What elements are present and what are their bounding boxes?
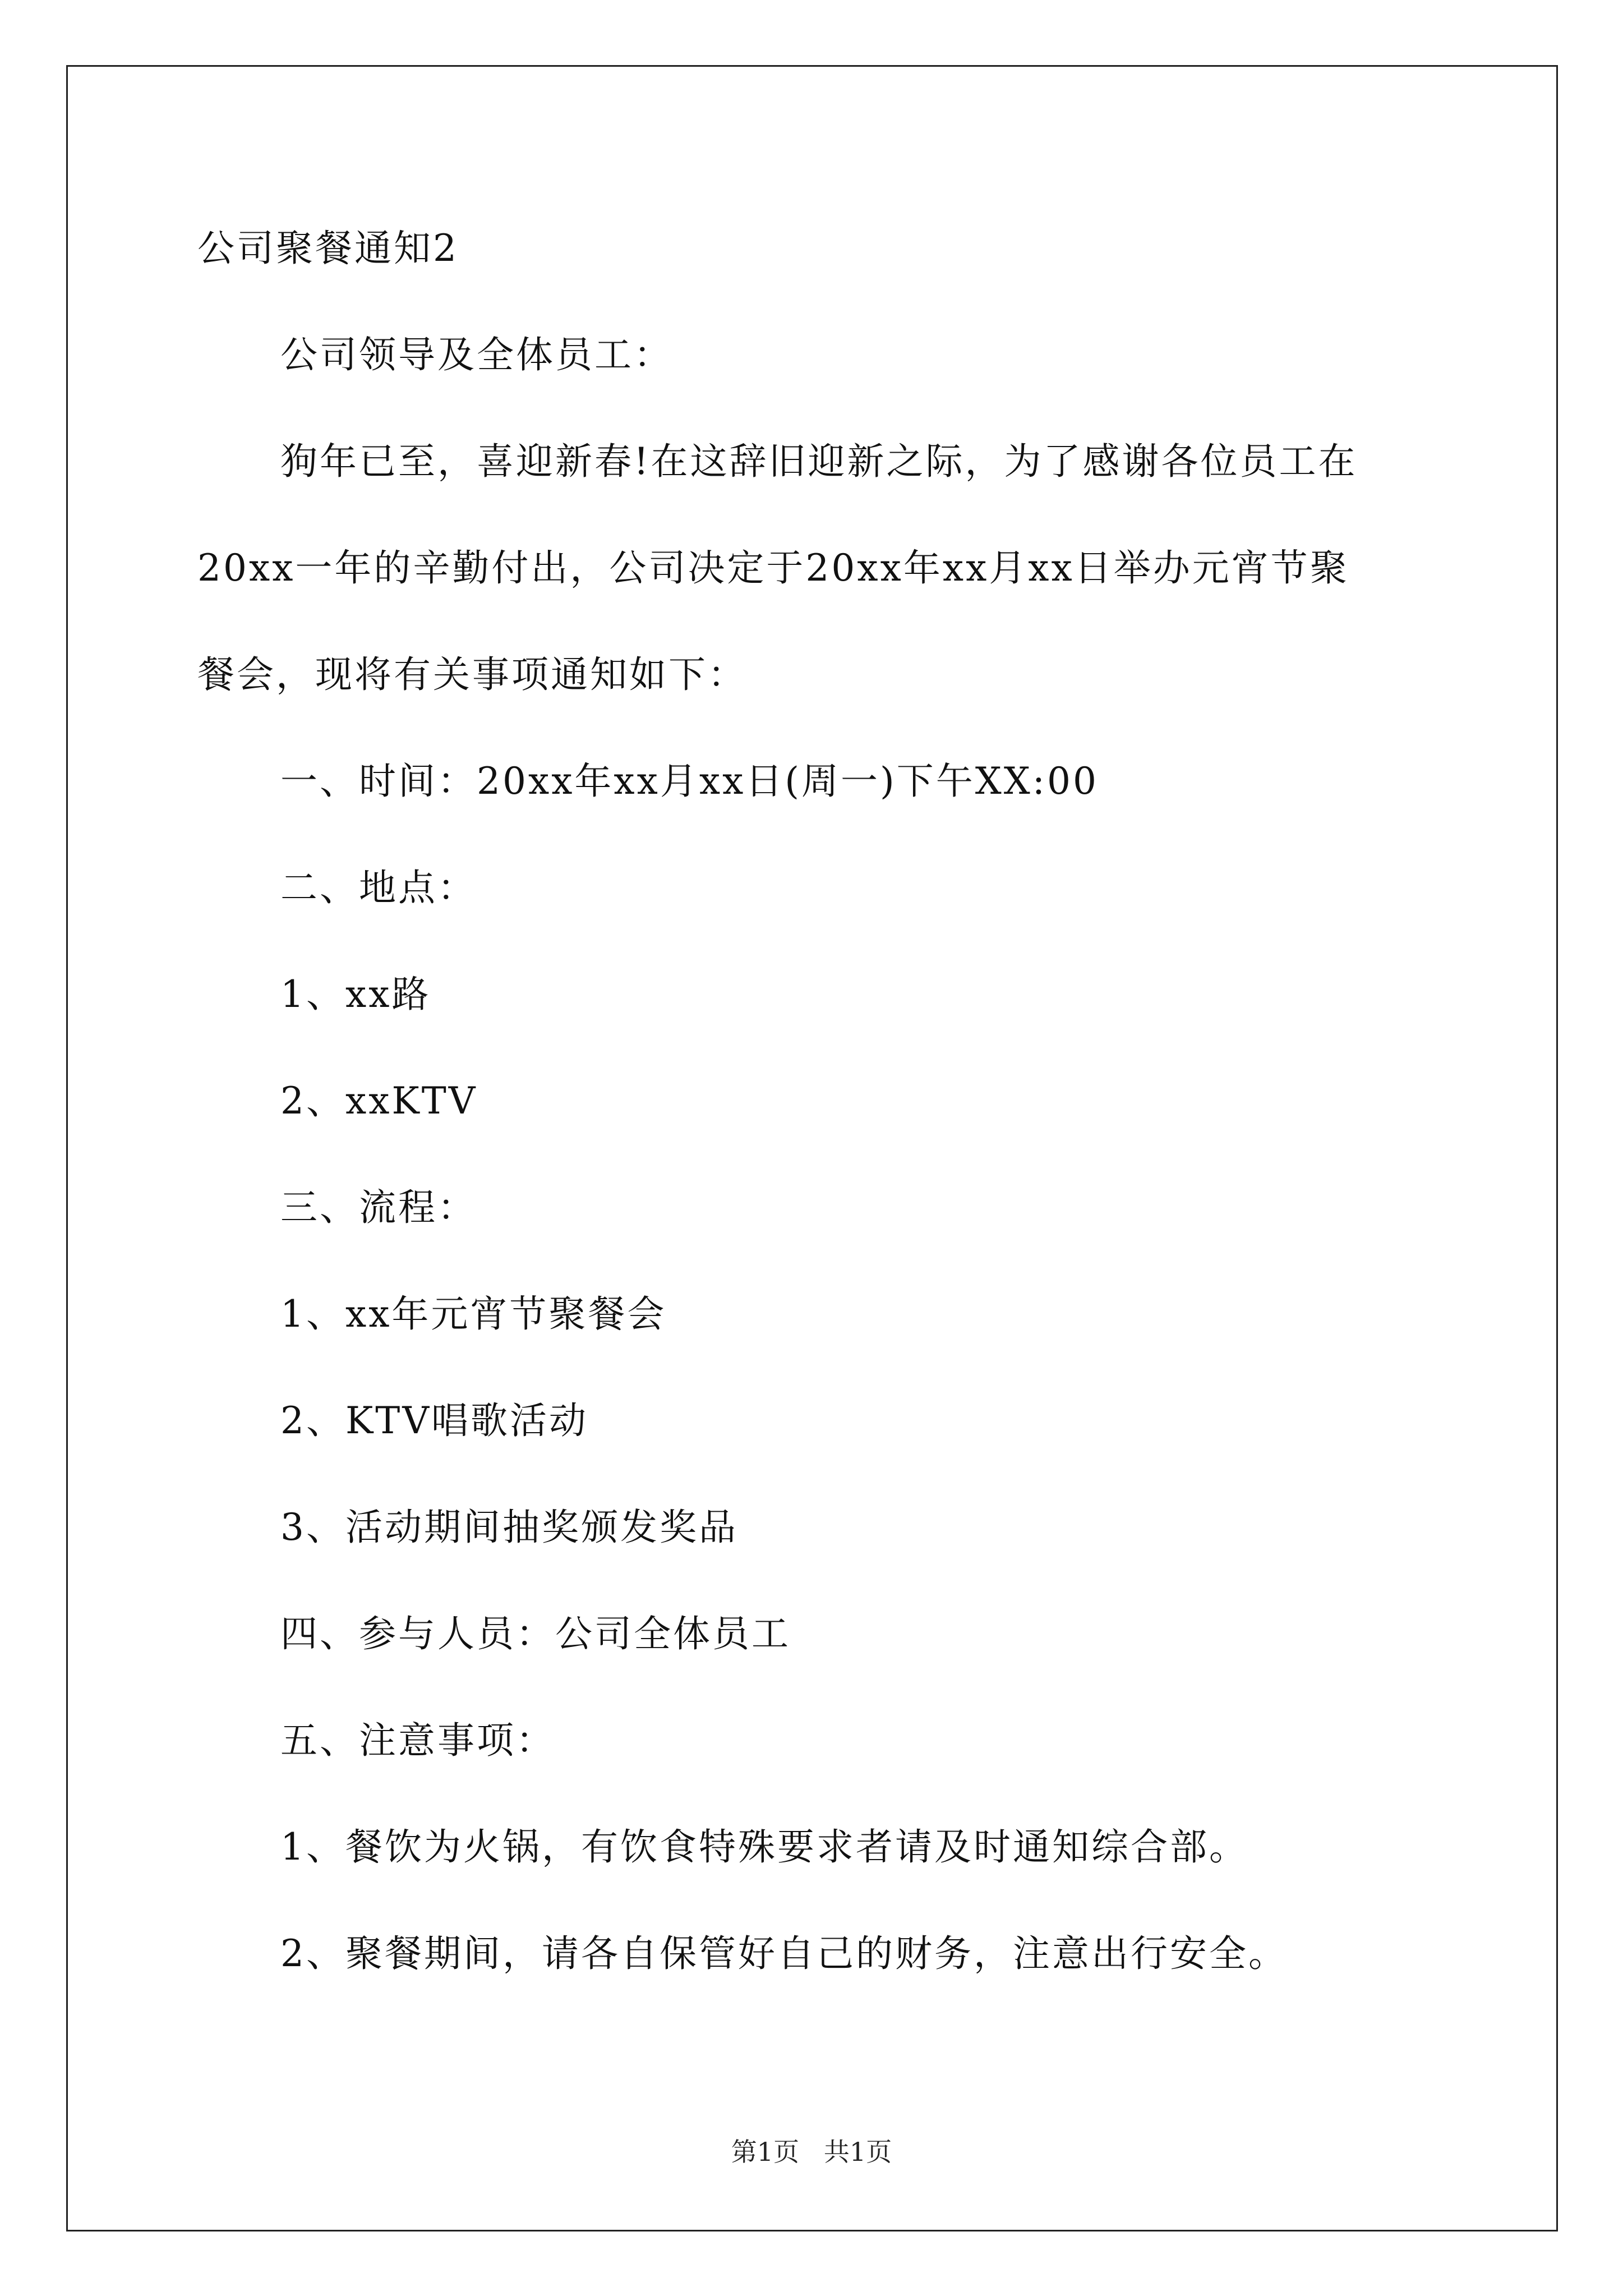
item-note-2: 2、聚餐期间，请各自保管好自己的财务，注意出行安全。	[280, 1932, 1288, 1975]
item-notes-heading: 五、注意事项：	[280, 1719, 555, 1762]
document-title: 公司聚餐通知2	[197, 227, 459, 270]
item-location-1: 1、xx路	[280, 973, 431, 1016]
page-border	[66, 65, 1558, 2231]
salutation: 公司领导及全体员工：	[280, 333, 673, 376]
intro-line: 狗年已至，喜迎新春!在这辞旧迎新之际，为了感谢各位员工在	[280, 440, 1358, 483]
intro-line: 20xx一年的辛勤付出，公司决定于20xx年xx月xx日举办元宵节聚	[197, 546, 1349, 590]
item-process-1: 1、xx年元宵节聚餐会	[280, 1292, 667, 1336]
item-process-2: 2、KTV唱歌活动	[280, 1399, 588, 1442]
item-time: 一、时间：20xx年xx月xx日(周一)下午XX:00	[280, 760, 1099, 803]
intro-line: 餐会，现将有关事项通知如下：	[197, 653, 747, 696]
item-location-2: 2、xxKTV	[280, 1079, 478, 1122]
page-footer: 第1页 共1页	[731, 2137, 892, 2167]
item-location-heading: 二、地点：	[280, 866, 477, 909]
item-process-heading: 三、流程：	[280, 1186, 477, 1229]
item-participants: 四、参与人员：公司全体员工	[280, 1612, 791, 1655]
item-process-3: 3、活动期间抽奖颁发奖品	[280, 1506, 738, 1549]
item-note-1: 1、餐饮为火锅，有饮食特殊要求者请及时通知综合部。	[280, 1825, 1248, 1869]
